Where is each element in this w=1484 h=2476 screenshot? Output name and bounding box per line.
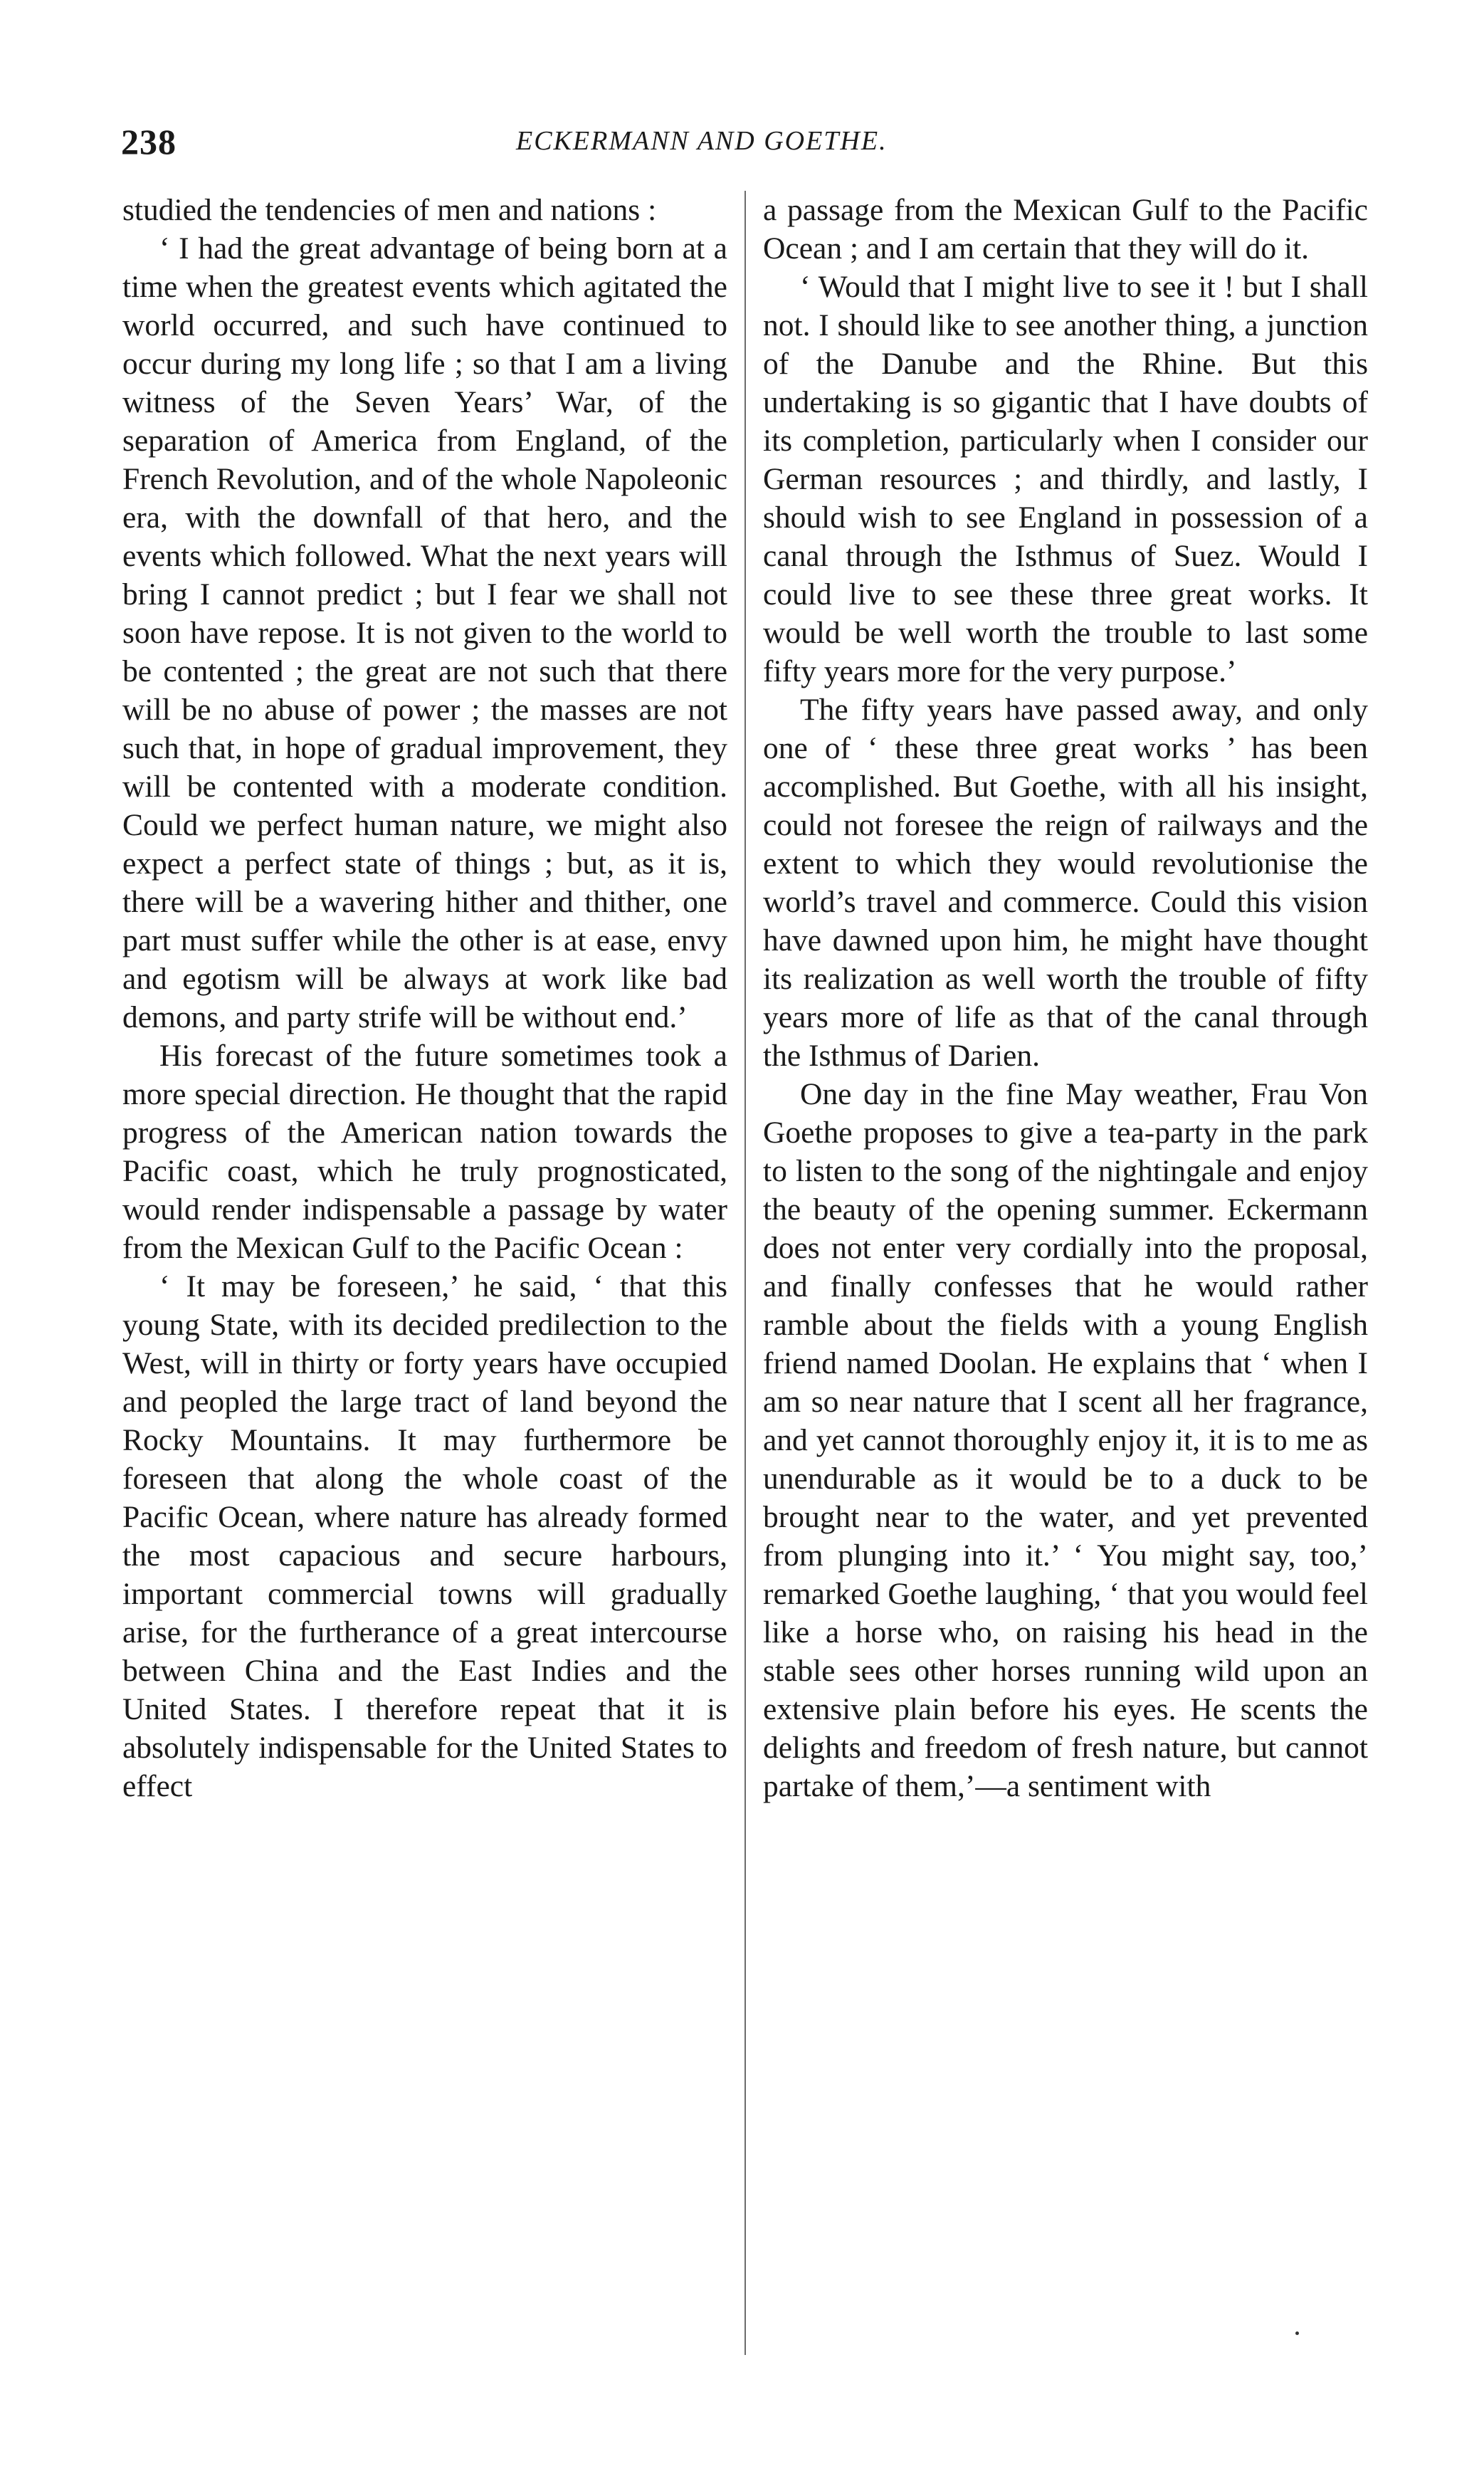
paragraph: a passage from the Mexican Gulf to the Pacific Ocean ; and I am certain that they will do it. [763,193,1368,266]
paragraph: ‘ I had the great advantage of being born at a time when the greatest events which agitated the world occurred, and such have continued to occur during my long life ; so that I am a living witness of the Seven Years’ War, of the separation of America from England, of the French Revolution, and of the whole Napoleonic era, with the downfall of that hero, and the events which followed. What the next years will bring I cannot predict ; but I fear we shall not soon have repose. It is not given to the world to be contented ; the great are not such that there will be no abuse of power ; the masses are not such that, in hope of gradual improvement, they will be contented with a moderate condition. Could we perfect human nature, we might also expect a perfect state of things ; but, as it is, there will be a wavering hither and thither, one part must suffer while the other is at ease, envy and egotism will be always at work like bad demons, and party strife will be without end.’ [122,231,727,1034]
column-divider [744,191,746,2355]
running-head [121,121,1367,164]
paragraph: One day in the fine May weather, Frau Von Goethe proposes to give a tea-party in the park to listen to the song of the nightingale and enjoy the beauty of the opening summer. Eckermann does not enter very cordially into the proposal, and finally confesses that he would rather ramble about the fields with a young English friend named Doolan. He explains that ‘ when I am so near nature that I scent all her fragrance, and yet cannot thoroughly enjoy it, it is to me as unendurable as it would be to a duck to be brought near to the water, and yet prevented from plunging into it.’ ‘ You might say, too,’ remarked Goethe laughing, ‘ that you would feel like a horse who, on raising his head in the stable sees other horses running wild upon an extensive plain before his eyes. He scents the delights and freedom of fresh nature, but cannot partake of them,’—a sentiment with [763,1077,1368,1803]
paragraph: His forecast of the future sometimes took a more special direction. He thought that the rapid progress of the American nation towards the Pacific coast, which he truly prognosticated, would render indispensable a passage by water from the Mexican Gulf to the Pacific Ocean : [122,1039,727,1265]
running-title: ECKERMANN AND GOETHE. [516,126,888,156]
paragraph: ‘ It may be foreseen,’ he said, ‘ that this young State, with its decided predilection to the West, will in thirty or forty years have occupied and peopled the large tract of land beyond the Rocky Mountains. It may furthermore be foreseen that along the whole coast of the Pacific Ocean, where nature has already formed the most capacious and secure harbours, important commercial towns will gradually arise, for the furtherance of a great intercourse between China and the East Indies and the United States. I therefore repeat that it is absolutely indispensable for the United States to effect [122,1269,727,1803]
paragraph: The fifty years have passed away, and only one of ‘ these three great works ’ has been accomplished. But Goethe, with all his insight, could not foresee the reign of railways and the extent to which they would revolutionise the world’s travel and commerce. Could this vision have dawned upon him, he might have thought its realization as well worth the trouble of fifty years more of life as that of the canal through the Isthmus of Darien. [763,693,1368,1073]
paragraph: ‘ Would that I might live to see it ! but I shall not. I should like to see another thing, a junction of the Danube and the Rhine. But this undertaking is so gigantic that I have doubts of its completion, particularly when I consider our German resources ; and thirdly, and lastly, I should wish to see England in possession of a canal through the Isthmus of Suez. Would I could live to see these three great works. It would be well worth the trouble to last some fifty years more for the very purpose.’ [763,270,1368,688]
right-column [763,191,1368,1805]
left-column [122,191,727,1805]
ink-speck [1295,2331,1299,2335]
paragraph: studied the tendencies of men and nations : [122,193,657,227]
page-number: 238 [121,122,177,162]
